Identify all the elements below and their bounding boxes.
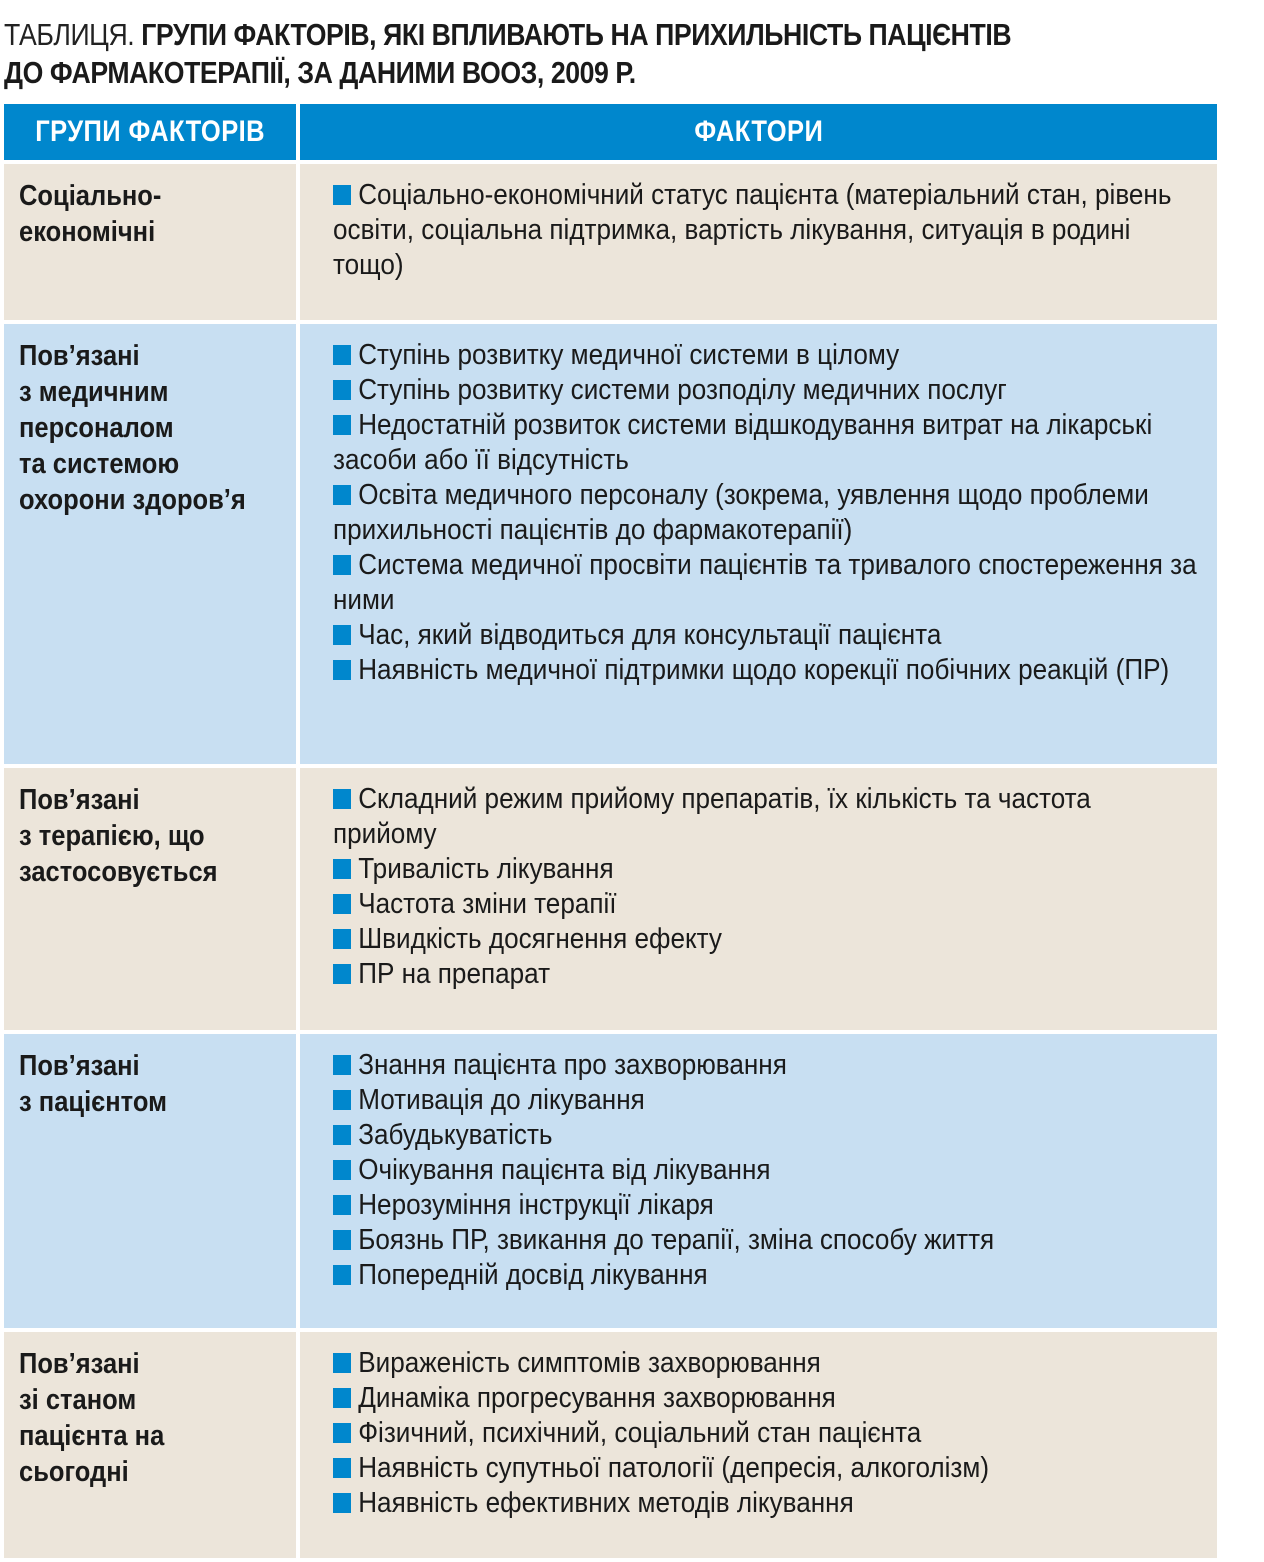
square-bullet-icon (333, 1353, 351, 1373)
list-item: Нерозуміння інструкції лікаря (333, 1188, 1207, 1223)
square-bullet-icon (333, 929, 351, 949)
list-item: Наявність медичної підтримки щодо корекції побічних реакцій (ПР) (333, 653, 1207, 688)
list-item: Наявність супутньої патології (депресія, алкоголізм) (333, 1451, 1207, 1486)
list-item: Фізичний, психічний, соціальний стан пацієнта (333, 1416, 1207, 1451)
group-cell (4, 768, 296, 1030)
group-cell (4, 1034, 296, 1328)
square-bullet-icon (333, 1125, 351, 1145)
list-item: Соціально-економічний статус пацієнта (матеріальний стан, рівень освіти, соціальна підтримка, вартість лікування, ситуація в родині тощо) (333, 179, 1172, 281)
list-item: Боязнь ПР, звикання до терапії, зміна способу життя (333, 1223, 1207, 1258)
square-bullet-icon (333, 1055, 351, 1075)
list-item: Мотивація до лікування (333, 1083, 1207, 1118)
factors-cell (300, 164, 1217, 320)
list-item: Частота зміни терапії (333, 887, 1207, 922)
square-bullet-icon (333, 1423, 351, 1443)
list-item: Тривалість лікування (333, 852, 1207, 887)
group-cell (4, 324, 296, 764)
table-row (4, 1332, 1217, 1558)
list-item: ПР на препарат (333, 957, 1207, 992)
square-bullet-icon (333, 1493, 351, 1513)
list-item: Очікування пацієнта від лікування (333, 1153, 1207, 1188)
factors-table (0, 100, 1221, 1562)
square-bullet-icon (333, 789, 351, 809)
square-bullet-icon (333, 485, 351, 505)
square-bullet-icon (333, 1388, 351, 1408)
table-header-row (4, 104, 1217, 160)
list-item: Динаміка прогресування захворювання (333, 1381, 1207, 1416)
group-cell (4, 164, 296, 320)
group-label: Пов’язані з медичним персоналом та системою охорони здоров’я (19, 340, 246, 516)
header-factors: ФАКТОРИ (300, 104, 1217, 160)
title-line2: ДО ФАРМАКОТЕРАПІЇ, ЗА ДАНИМИ ВООЗ, 2009 Р. (4, 55, 636, 90)
square-bullet-icon (333, 964, 351, 984)
list-item: Ступінь розвитку медичної системи в цілому (333, 338, 1207, 373)
table-row (4, 1034, 1217, 1328)
group-label: Пов’язані зі станом пацієнта на сьогодні (19, 1348, 165, 1488)
square-bullet-icon (333, 185, 351, 205)
list-item: Забудькуватість (333, 1118, 1207, 1153)
square-bullet-icon (333, 894, 351, 914)
square-bullet-icon (333, 380, 351, 400)
square-bullet-icon (333, 345, 351, 365)
list-item: Попередній досвід лікування (333, 1258, 1207, 1293)
group-cell (4, 1332, 296, 1558)
group-label: Пов’язані з пацієнтом (19, 1050, 167, 1118)
list-item: Складний режим прийому препаратів, їх кількість та частота прийому (333, 783, 1091, 850)
square-bullet-icon (333, 1230, 351, 1250)
table-row (4, 324, 1217, 764)
list-item: Система медичної просвіти пацієнтів та тривалого спостереження за ними (333, 549, 1197, 616)
square-bullet-icon (333, 415, 351, 435)
square-bullet-icon (333, 625, 351, 645)
list-item: Недостатній розвиток системи відшкодування витрат на лікарські засоби або її відсутність (333, 409, 1153, 476)
square-bullet-icon (333, 1195, 351, 1215)
square-bullet-icon (333, 1458, 351, 1478)
square-bullet-icon (333, 859, 351, 879)
list-item: Час, який відводиться для консультації пацієнта (333, 618, 1207, 653)
factors-cell (300, 324, 1217, 764)
list-item: Швидкість досягнення ефекту (333, 922, 1207, 957)
table-title (4, 16, 1062, 92)
square-bullet-icon (333, 555, 351, 575)
header-groups: ГРУПИ ФАКТОРІВ (4, 104, 296, 160)
square-bullet-icon (333, 1265, 351, 1285)
title-prefix: ТАБЛИЦЯ. (4, 17, 135, 52)
square-bullet-icon (333, 1160, 351, 1180)
title-main: ГРУПИ ФАКТОРІВ, ЯКІ ВПЛИВАЮТЬ НА ПРИХИЛЬНІСТЬ ПАЦІЄНТІВ (134, 17, 1012, 52)
group-label: Соціально- економічні (19, 180, 162, 248)
list-item: Ступінь розвитку системи розподілу медичних послуг (333, 373, 1207, 408)
factors-cell (300, 1034, 1217, 1328)
square-bullet-icon (333, 660, 351, 680)
list-item: Знання пацієнта про захворювання (333, 1048, 1207, 1083)
table-row (4, 164, 1217, 320)
list-item: Наявність ефективних методів лікування (333, 1486, 1207, 1521)
table-row (4, 768, 1217, 1030)
factors-cell (300, 1332, 1217, 1558)
list-item: Освіта медичного персоналу (зокрема, уявлення щодо проблеми прихильності пацієнтів до фармакотерапії) (333, 479, 1149, 546)
group-label: Пов’язані з терапією, що застосовується (19, 784, 218, 888)
factors-cell (300, 768, 1217, 1030)
square-bullet-icon (333, 1090, 351, 1110)
list-item: Вираженість симптомів захворювання (333, 1346, 1207, 1381)
